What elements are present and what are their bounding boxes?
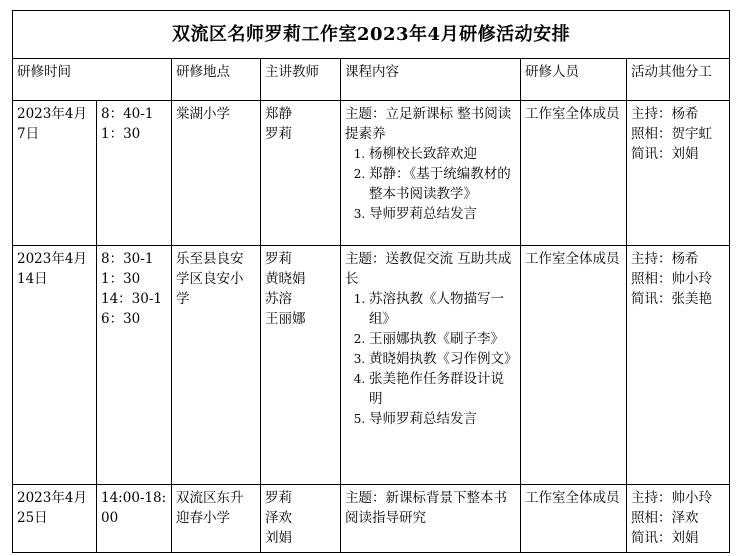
content-theme: 主题：新课标背景下整本书阅读指导研究 <box>345 490 507 526</box>
teacher-cell <box>261 246 341 485</box>
role-host: 主持：杨希 <box>631 106 699 122</box>
teacher-name: 郑静 <box>265 106 292 122</box>
role-host: 主持：杨希 <box>631 251 699 267</box>
roles-cell <box>627 101 730 246</box>
time-range: 14：30-16：30 <box>101 291 163 327</box>
content-item: 4. 张美艳作任务群设计说明 <box>369 369 516 409</box>
teacher-name: 王丽娜 <box>265 311 306 327</box>
header-location: 研修地点 <box>172 59 261 101</box>
time-cell <box>97 101 172 246</box>
teacher-name: 罗莉 <box>265 490 292 506</box>
teacher-name: 刘娟 <box>265 530 292 546</box>
header-time: 研修时间 <box>13 59 172 101</box>
content-item: 3. 黄晓娟执教《习作例文》 <box>369 349 516 369</box>
teacher-name: 黄晓娟 <box>265 271 306 287</box>
teacher-name: 苏溶 <box>265 291 292 307</box>
schedule-table <box>12 10 730 553</box>
participants-cell: 工作室全体成员 <box>521 246 627 485</box>
title-row <box>13 11 730 59</box>
content-item: 2. 王丽娜执教《刷子李》 <box>369 329 516 349</box>
content-item: 5. 导师罗莉总结发言 <box>369 409 516 429</box>
content-list <box>345 289 516 429</box>
time-cell <box>97 246 172 485</box>
header-roles: 活动其他分工 <box>627 59 730 101</box>
content-theme: 主题：送教促交流 互助共成长 <box>345 251 512 287</box>
teacher-name: 泽欢 <box>265 510 292 526</box>
content-list <box>345 144 516 224</box>
table-row <box>13 246 730 485</box>
participants-cell: 工作室全体成员 <box>521 101 627 246</box>
table-title: 双流区名师罗莉工作室2023年4月研修活动安排 <box>13 11 730 59</box>
time-range: 14:00-18:00 <box>101 490 167 526</box>
table-row <box>13 485 730 553</box>
header-participants: 研修人员 <box>521 59 627 101</box>
content-item: 1. 苏溶执教《人物描写一组》 <box>369 289 516 329</box>
role-report: 简讯：张美艳 <box>631 291 712 307</box>
date-cell: 2023年4月7日 <box>13 101 97 246</box>
header-teacher: 主讲教师 <box>261 59 341 101</box>
content-item: 2. 郑静：《基于统编教材的整本书阅读教学》 <box>369 164 516 204</box>
date-cell: 2023年4月25日 <box>13 485 97 553</box>
roles-cell <box>627 485 730 553</box>
content-cell <box>341 101 521 246</box>
role-host: 主持：帅小玲 <box>631 490 712 506</box>
header-row <box>13 59 730 101</box>
content-item: 1. 杨柳校长致辞欢迎 <box>369 144 516 164</box>
location-cell: 双流区东升迎春小学 <box>172 485 261 553</box>
header-content: 课程内容 <box>341 59 521 101</box>
roles-cell <box>627 246 730 485</box>
time-range: 8：40-11：30 <box>101 106 154 142</box>
role-photo: 照相：贺宇虹 <box>631 126 712 142</box>
teacher-name: 罗莉 <box>265 126 292 142</box>
content-item: 3. 导师罗莉总结发言 <box>369 204 516 224</box>
role-report: 简讯：刘娟 <box>631 146 699 162</box>
content-theme: 主题：立足新课标 整书阅读提素养 <box>345 106 512 142</box>
teacher-cell <box>261 101 341 246</box>
role-report: 简讯：刘娟 <box>631 530 699 546</box>
table-row <box>13 101 730 246</box>
location-cell: 乐至县良安学区良安小学 <box>172 246 261 485</box>
role-photo: 照相：帅小玲 <box>631 271 712 287</box>
teacher-name: 罗莉 <box>265 251 292 267</box>
date-cell: 2023年4月14日 <box>13 246 97 485</box>
content-cell <box>341 246 521 485</box>
content-cell <box>341 485 521 553</box>
location-cell: 棠湖小学 <box>172 101 261 246</box>
teacher-cell <box>261 485 341 553</box>
time-cell <box>97 485 172 553</box>
role-photo: 照相：泽欢 <box>631 510 699 526</box>
participants-cell: 工作室全体成员 <box>521 485 627 553</box>
time-range: 8：30-11：30 <box>101 251 154 287</box>
